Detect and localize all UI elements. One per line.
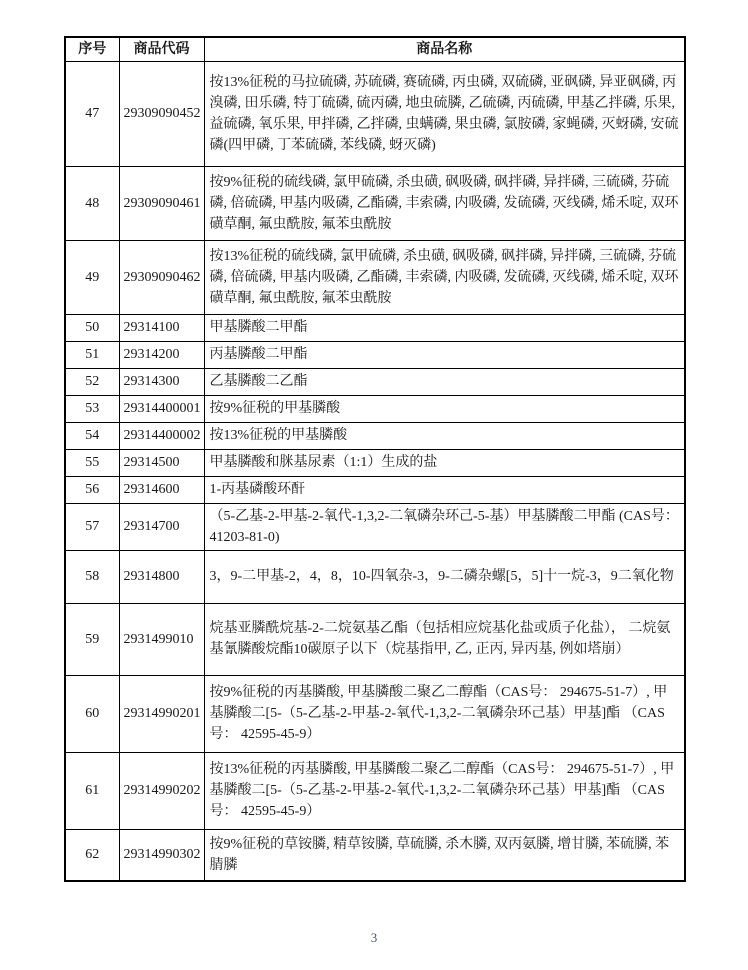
commodity-name: 按9%征税的丙基膦酸, 甲基膦酸二聚乙二醇酯（CAS号： 294675-51-7）, 甲基膦酸二[5-（5-乙基-2-甲基-2-氧代-1,3,2-二氧磷杂环己基）甲基]酯 （CAS号： 42595-45-9） (204, 675, 685, 752)
commodity-name: 按13%征税的丙基膦酸, 甲基膦酸二聚乙二醇酯（CAS号： 294675-51-7）, 甲基膦酸二[5-（5-乙基-2-甲基-2-氧代-1,3,2-二氧磷杂环己基）甲基]酯 （CAS号： 42595-45-9） (204, 752, 685, 829)
serial-number: 52 (65, 368, 119, 395)
commodity-code: 29314300 (119, 368, 204, 395)
table-row (65, 166, 685, 240)
page-number: 3 (370, 930, 378, 945)
table-row (65, 449, 685, 476)
serial-number: 53 (65, 395, 119, 422)
header-commodity-name: 商品名称 (204, 37, 685, 61)
commodity-code: 29314990302 (119, 829, 204, 881)
commodity-name: 甲基膦酸二甲酯 (204, 314, 685, 341)
commodity-code: 29314700 (119, 503, 204, 550)
table-row (65, 61, 685, 166)
serial-number: 61 (65, 752, 119, 829)
commodity-code: 29314500 (119, 449, 204, 476)
serial-number: 56 (65, 476, 119, 503)
commodity-name: 按13%征税的硫线磷, 氯甲硫磷, 杀虫磺, 砜吸磷, 砜拌磷, 异拌磷, 三硫磷, 芬硫磷, 倍硫磷, 甲基内吸磷, 乙酯磷, 丰索磷, 内吸磷, 发硫磷, 灭线磷, 烯禾啶, 双环磺草酮, 氟虫酰胺, 氟苯虫酰胺 (204, 240, 685, 314)
commodity-name: 按9%征税的甲基膦酸 (204, 395, 685, 422)
commodity-code: 2931499010 (119, 603, 204, 675)
table-row (65, 314, 685, 341)
serial-number: 60 (65, 675, 119, 752)
serial-number: 62 (65, 829, 119, 881)
table-row (65, 603, 685, 675)
commodity-table (64, 36, 686, 882)
serial-number: 55 (65, 449, 119, 476)
table-row (65, 395, 685, 422)
table-row (65, 503, 685, 550)
commodity-name: 按9%征税的硫线磷, 氯甲硫磷, 杀虫磺, 砜吸磷, 砜拌磷, 异拌磷, 三硫磷, 芬硫磷, 倍硫磷, 甲基内吸磷, 乙酯磷, 丰索磷, 内吸磷, 发硫磷, 灭线磷, 烯禾啶, 双环磺草酮, 氟虫酰胺, 氟苯虫酰胺 (204, 166, 685, 240)
commodity-code: 29314200 (119, 341, 204, 368)
commodity-name: 丙基膦酸二甲酯 (204, 341, 685, 368)
commodity-name: 按13%征税的甲基膦酸 (204, 422, 685, 449)
commodity-name: 3，9-二甲基-2，4，8，10-四氧杂-3，9-二磷杂螺[5，5]十一烷-3，9二氧化物 (204, 550, 685, 603)
serial-number: 58 (65, 550, 119, 603)
commodity-name: （5-乙基-2-甲基-2-氧代-1,3,2-二氧磷杂环己-5-基）甲基膦酸二甲酯 (CAS号： 41203-81-0) (204, 503, 685, 550)
serial-number: 48 (65, 166, 119, 240)
commodity-name: 甲基膦酸和脒基尿素（1:1）生成的盐 (204, 449, 685, 476)
table-row (65, 476, 685, 503)
commodity-code: 29309090452 (119, 61, 204, 166)
commodity-code: 29314800 (119, 550, 204, 603)
commodity-name: 1-丙基磷酸环酐 (204, 476, 685, 503)
serial-number: 51 (65, 341, 119, 368)
commodity-code: 29314100 (119, 314, 204, 341)
commodity-code: 29309090462 (119, 240, 204, 314)
commodity-code: 29314400002 (119, 422, 204, 449)
header-commodity-code: 商品代码 (119, 37, 204, 61)
serial-number: 50 (65, 314, 119, 341)
table-row (65, 422, 685, 449)
serial-number: 59 (65, 603, 119, 675)
table-row (65, 341, 685, 368)
commodity-code: 29314990201 (119, 675, 204, 752)
header-serial-number: 序号 (65, 37, 119, 61)
table-row (65, 752, 685, 829)
commodity-code: 29314400001 (119, 395, 204, 422)
serial-number: 47 (65, 61, 119, 166)
commodity-code: 29314990202 (119, 752, 204, 829)
table-row (65, 550, 685, 603)
table-row (65, 240, 685, 314)
commodity-name: 烷基亚膦酰烷基-2-二烷氨基乙酯（包括相应烷基化盐或质子化盐）， 二烷氨基氰膦酸烷酯10碳原子以下（烷基指甲, 乙, 正丙, 异丙基, 例如塔崩） (204, 603, 685, 675)
serial-number: 49 (65, 240, 119, 314)
serial-number: 57 (65, 503, 119, 550)
commodity-name: 按9%征税的草铵膦, 精草铵膦, 草硫膦, 杀木膦, 双丙氨膦, 增甘膦, 苯硫膦, 苯腈膦 (204, 829, 685, 881)
commodity-code: 29309090461 (119, 166, 204, 240)
table-row (65, 368, 685, 395)
commodity-name: 乙基膦酸二乙酯 (204, 368, 685, 395)
table-header-row (65, 37, 685, 61)
commodity-name: 按13%征税的马拉硫磷, 苏硫磷, 赛硫磷, 丙虫磷, 双硫磷, 亚砜磷, 异亚砜磷, 丙溴磷, 田乐磷, 特丁硫磷, 硫丙磷, 地虫硫膦, 乙硫磷, 丙硫磷, 甲基乙拌磷, 乐果, 益硫磷, 氧乐果, 甲拌磷, 乙拌磷, 虫螨磷, 果虫磷, 氯胺磷, 家蝇磷, 灭蚜磷, 安硫磷(四甲磷, 丁苯硫磷, 苯线磷, 蚜灭磷) (204, 61, 685, 166)
serial-number: 54 (65, 422, 119, 449)
table-row (65, 829, 685, 881)
table-row (65, 675, 685, 752)
commodity-code: 29314600 (119, 476, 204, 503)
